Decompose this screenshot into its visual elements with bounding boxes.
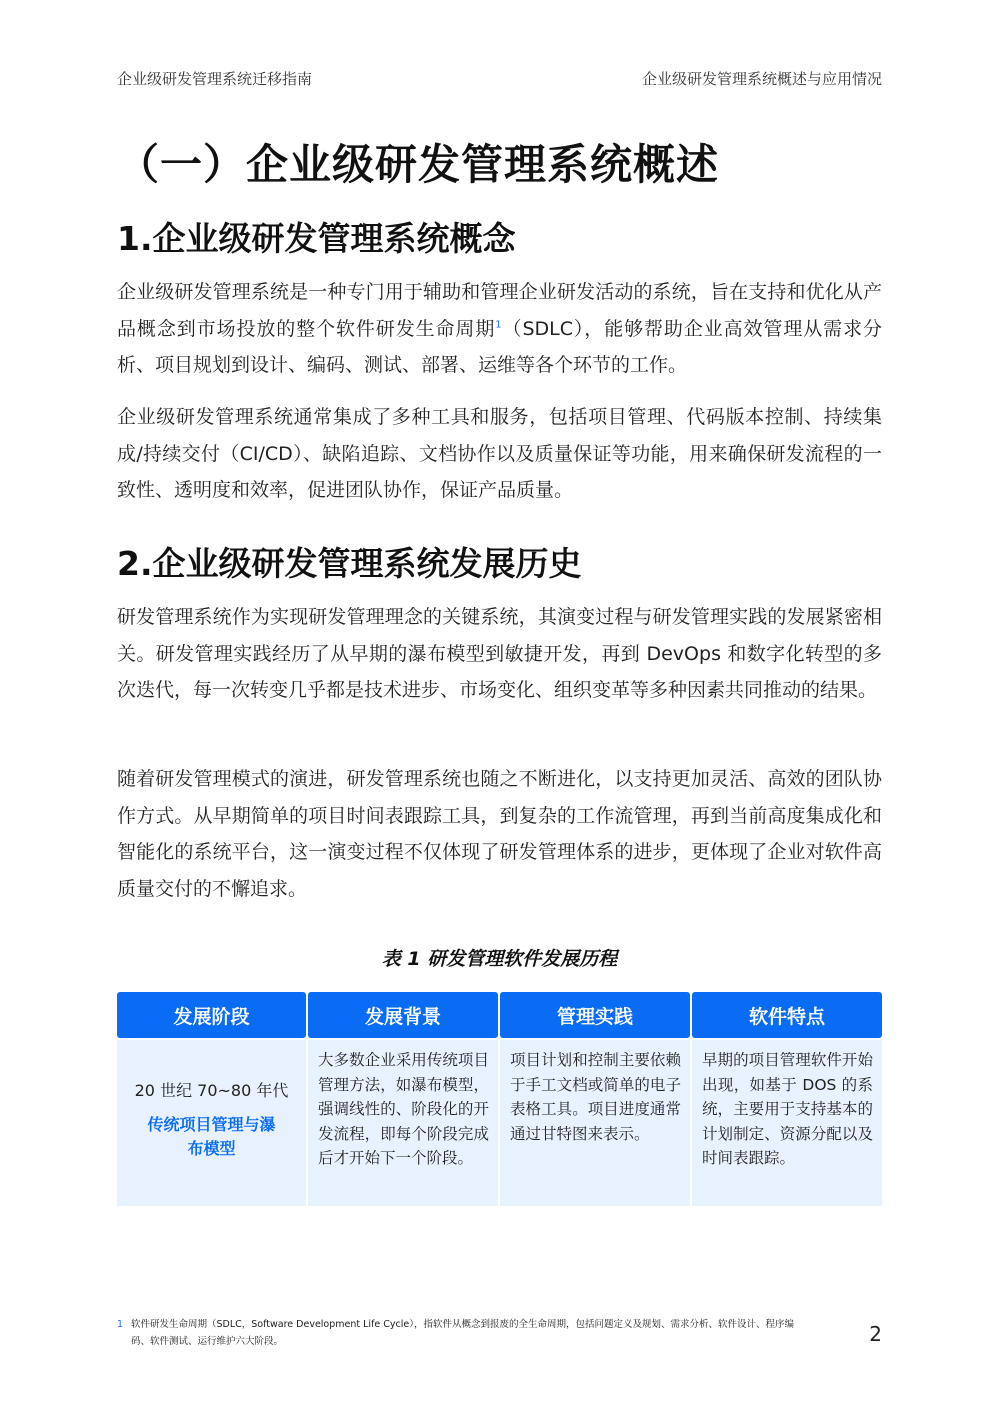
table-cell-practice: 项目计划和控制主要依赖于手工文档或简单的电子表格工具。项目进度通常通过甘特图来表示。 (500, 1040, 690, 1206)
paragraph-history-2: 随着研发管理模式的演进，研发管理系统也随之不断进化，以支持更加灵活、高效的团队协作方式。从早期简单的项目时间表跟踪工具，到复杂的工作流管理，再到当前高度集成化和智能化的系统平台，这一演变过程不仅体现了研发管理体系的进步，更体现了企业对软件高质量交付的不懈追求。 (117, 768, 882, 900)
footnote-number: 1 (117, 1319, 124, 1330)
running-header (117, 68, 882, 88)
paragraph-concept-1 (117, 274, 882, 384)
paragraph-text: 企业级研发管理系统是一种专门用于辅助和管理企业研发活动的系统，旨在支持和优化从产品概念到市场投放的整个软件研发生命周期 (117, 281, 882, 340)
header-document-title: 企业级研发管理系统迁移指南 (117, 70, 313, 88)
table-caption: 表 1 研发管理软件发展历程 (381, 948, 618, 970)
header-chapter-title: 企业级研发管理系统概述与应用情况 (641, 70, 882, 88)
subsection-title-concept: 1.企业级研发管理系统概念 (117, 219, 516, 258)
table-header-features: 软件特点 (692, 992, 882, 1038)
footnote-reference[interactable]: 1 (495, 319, 502, 331)
page-number: 2 (869, 1322, 882, 1346)
paragraph-text: （SDLC），能够帮助企业高效管理从需求分析、项目规划到设计、编码、测试、部署、运维等各个环节的工作。 (117, 317, 882, 376)
subsection-title-history: 2.企业级研发管理系统发展历史 (117, 544, 582, 583)
table-cell-features: 早期的项目管理软件开始出现，如基于 DOS 的系统，主要用于支持基本的计划制定、资源分配以及时间表跟踪。 (692, 1040, 882, 1206)
table-cell-background: 大多数企业采用传统项目管理方法，如瀑布模型，强调线性的、阶段化的开发流程，即每个阶段完成后才开始下一个阶段。 (308, 1040, 498, 1206)
table-cell-stage (117, 1040, 306, 1206)
table-header-stage: 发展阶段 (117, 992, 306, 1038)
section-title: （一）企业级研发管理系统概述 (117, 140, 720, 189)
paragraph-concept-2: 企业级研发管理系统通常集成了多种工具和服务，包括项目管理、代码版本控制、持续集成/持续交付（CI/CD）、缺陷追踪、文档协作以及质量保证等功能，用来确保研发流程的一致性、透明度和效率，促进团队协作，保证产品质量。 (117, 406, 882, 501)
development-history-table (117, 992, 882, 1206)
footnote-text: 软件研发生命周期（SDLC，Software Development Life Cycle），指软件从概念到报废的全生命周期，包括问题定义及规划、需求分析、软件设计、程序编码、软件测试、运行维护六大阶段。 (131, 1319, 794, 1347)
footnote (117, 1316, 797, 1350)
stage-era: 20 世纪 70~80 年代 (134, 1080, 289, 1100)
table-header-practice: 管理实践 (500, 992, 690, 1038)
stage-name: 传统项目管理与瀑布模型 (147, 1115, 276, 1159)
paragraph-history-1: 研发管理系统作为实现研发管理理念的关键系统，其演变过程与研发管理实践的发展紧密相关。研发管理实践经历了从早期的瀑布模型到敏捷开发，再到 DevOps 和数字化转型的多次迭代，每一次转变几乎都是技术进步、市场变化、组织变革等多种因素共同推动的结果。 (117, 606, 882, 701)
table-header-background: 发展背景 (308, 992, 498, 1038)
